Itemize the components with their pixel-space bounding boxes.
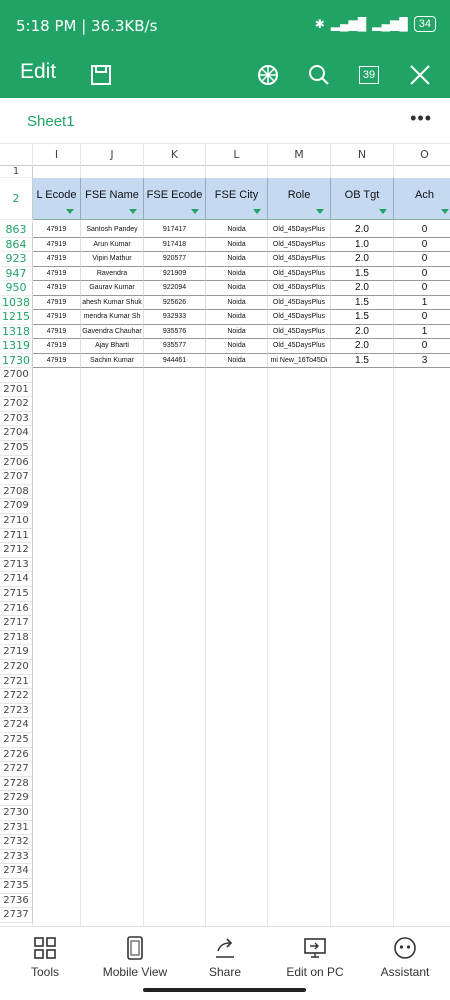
row-header[interactable]: 2725 [0, 733, 33, 748]
wheel-icon[interactable] [251, 58, 285, 92]
row-header[interactable]: 2712 [0, 543, 33, 558]
table-cell[interactable]: 2.0 [331, 281, 394, 296]
table-cell[interactable]: 47919 [33, 267, 81, 282]
column-header-j[interactable]: J [81, 144, 144, 166]
table-cell[interactable]: Ajay Bharti [81, 339, 144, 354]
more-options-icon[interactable]: ••• [410, 108, 432, 128]
table-cell[interactable]: 47919 [33, 281, 81, 296]
table-cell[interactable]: 47919 [33, 252, 81, 267]
signal-icon-2: ▂▄▆█ [372, 17, 408, 31]
row-header[interactable]: 2709 [0, 499, 33, 514]
filter-dropdown-icon[interactable] [66, 209, 74, 214]
table-cell[interactable]: Noida [206, 238, 268, 253]
table-cell[interactable]: 47919 [33, 296, 81, 311]
table-cell[interactable]: Old_45DaysPlus [268, 339, 331, 354]
row-header[interactable]: 2723 [0, 704, 33, 719]
mobile-view-label: Mobile View [102, 965, 168, 979]
save-icon[interactable] [84, 58, 118, 92]
table-cell[interactable]: 925626 [144, 296, 206, 311]
row-header[interactable]: 2718 [0, 631, 33, 646]
row-header[interactable]: 2731 [0, 821, 33, 836]
table-cell[interactable]: Old_45DaysPlus [268, 281, 331, 296]
edit-on-pc-button[interactable] [270, 935, 360, 979]
header-cell[interactable] [331, 178, 394, 220]
close-icon[interactable] [403, 58, 437, 92]
row-header[interactable]: 863 [0, 223, 33, 238]
table-cell[interactable]: Noida [206, 281, 268, 296]
row-header[interactable]: 1318 [0, 325, 33, 340]
header-cell-label: OB Tgt [344, 188, 380, 201]
header-cell-label: FSE Name [85, 188, 139, 201]
row-header[interactable]: 2711 [0, 529, 33, 544]
table-cell[interactable]: 1.5 [331, 354, 394, 369]
row-header[interactable]: 2716 [0, 602, 33, 617]
table-cell[interactable]: Old_45DaysPlus [268, 252, 331, 267]
table-cell[interactable]: 3 [394, 354, 450, 369]
table-cell[interactable]: Noida [206, 296, 268, 311]
mobile-view-icon [90, 935, 180, 961]
table-cell[interactable]: 917418 [144, 238, 206, 253]
filter-dropdown-icon[interactable] [191, 209, 199, 214]
table-cell[interactable]: 0 [394, 267, 450, 282]
table-cell[interactable]: Old_45DaysPlus [268, 267, 331, 282]
row-header[interactable]: 2715 [0, 587, 33, 602]
filter-dropdown-icon[interactable] [253, 209, 261, 214]
tab-sheet1[interactable]: Sheet1 [27, 113, 75, 130]
header-cell[interactable] [33, 178, 81, 220]
table-cell[interactable]: 1.5 [331, 310, 394, 325]
row-header[interactable]: 947 [0, 267, 33, 282]
row-header[interactable]: 2700 [0, 368, 33, 383]
row-header[interactable]: 2710 [0, 514, 33, 529]
table-cell[interactable]: ahesh Kumar Shuk [81, 296, 144, 311]
table-cell[interactable]: 922094 [144, 281, 206, 296]
header-cell-label: L Ecode [36, 188, 77, 201]
table-cell[interactable]: 0 [394, 339, 450, 354]
row-header[interactable]: 2732 [0, 835, 33, 850]
assistant-icon [360, 935, 450, 961]
table-cell[interactable]: Old_45DaysPlus [268, 223, 331, 238]
row-header[interactable]: 2713 [0, 558, 33, 573]
row-header[interactable]: 2706 [0, 456, 33, 471]
table-cell[interactable]: 0 [394, 281, 450, 296]
table-cell[interactable]: 0 [394, 252, 450, 267]
row-header[interactable]: 2717 [0, 616, 33, 631]
table-cell[interactable]: 920577 [144, 252, 206, 267]
table-cell[interactable]: 0 [394, 310, 450, 325]
table-cell[interactable]: 47919 [33, 310, 81, 325]
table-cell[interactable]: 917417 [144, 223, 206, 238]
bluetooth-icon: ✱ [314, 17, 325, 31]
column-header-l[interactable]: L [206, 144, 268, 166]
row-header[interactable]: 2719 [0, 645, 33, 660]
search-icon[interactable] [302, 58, 336, 92]
row-header[interactable]: 1319 [0, 339, 33, 354]
row-header[interactable]: 2737 [0, 908, 33, 923]
table-cell[interactable]: 2.0 [331, 223, 394, 238]
table-cell[interactable]: 935577 [144, 339, 206, 354]
table-cell[interactable]: 47919 [33, 223, 81, 238]
table-cell[interactable]: mi New_16To45Di [268, 354, 331, 369]
sheet-tab-row [0, 98, 450, 144]
header-cell-label: Ach [415, 188, 434, 201]
table-cell[interactable]: 2.0 [331, 252, 394, 267]
column-header-i[interactable]: I [33, 144, 81, 166]
row-header[interactable]: 2703 [0, 412, 33, 427]
table-cell[interactable]: Ravendra [81, 267, 144, 282]
column-header-m[interactable]: M [268, 144, 331, 166]
table-cell[interactable]: Gaurav Kumar [81, 281, 144, 296]
table-cell[interactable]: Gavendra Chauhar [81, 325, 144, 340]
row-header[interactable]: 1215 [0, 310, 33, 325]
table-cell[interactable]: Sachin Kumar [81, 354, 144, 369]
row-header[interactable]: 2722 [0, 689, 33, 704]
table-cell[interactable]: 1.5 [331, 296, 394, 311]
table-cell[interactable]: 0 [394, 223, 450, 238]
filter-dropdown-icon[interactable] [441, 209, 449, 214]
row-header[interactable]: 2707 [0, 470, 33, 485]
row-header[interactable]: 864 [0, 238, 33, 253]
table-cell[interactable]: Noida [206, 223, 268, 238]
table-cell[interactable]: 1.5 [331, 267, 394, 282]
row-header[interactable]: 2726 [0, 748, 33, 763]
header-cell[interactable] [394, 178, 450, 220]
edit-button[interactable]: Edit [20, 60, 57, 83]
table-cell[interactable]: mendra Kumar Sh [81, 310, 144, 325]
share-label: Share [208, 965, 242, 979]
column-header-n[interactable]: N [331, 144, 394, 166]
status-bar [0, 0, 450, 52]
table-cell[interactable]: 47919 [33, 339, 81, 354]
filter-dropdown-icon[interactable] [379, 209, 387, 214]
tabs-count-icon[interactable]: 39 [352, 58, 386, 92]
tools-icon [0, 935, 90, 961]
table-cell[interactable]: Old_45DaysPlus [268, 310, 331, 325]
table-cell[interactable]: 1 [394, 296, 450, 311]
row-header[interactable]: 2 [0, 178, 33, 220]
table-cell[interactable]: 47919 [33, 354, 81, 369]
table-cell[interactable]: 2.0 [331, 325, 394, 340]
column-header-k[interactable]: K [144, 144, 206, 166]
home-indicator [143, 988, 306, 992]
table-cell[interactable]: 935576 [144, 325, 206, 340]
table-cell[interactable]: Noida [206, 325, 268, 340]
edit-on-pc-label: Edit on PC [286, 965, 344, 979]
column-header-o[interactable]: O [394, 144, 450, 166]
header-cell[interactable] [144, 178, 206, 220]
row-header[interactable]: 2734 [0, 864, 33, 879]
tools-button[interactable] [0, 935, 90, 979]
table-cell[interactable]: 2.0 [331, 339, 394, 354]
row-header[interactable]: 950 [0, 281, 33, 296]
spreadsheet-grid[interactable] [0, 144, 450, 926]
row-header[interactable]: 2736 [0, 894, 33, 909]
row-header[interactable]: 2735 [0, 879, 33, 894]
table-cell[interactable]: 932933 [144, 310, 206, 325]
share-button[interactable] [180, 935, 270, 979]
mobile-view-button[interactable] [90, 935, 180, 979]
row-header[interactable]: 2704 [0, 426, 33, 441]
monitor-icon [270, 935, 360, 961]
table-cell[interactable]: 1.0 [331, 238, 394, 253]
row-header[interactable]: 923 [0, 252, 33, 267]
table-cell[interactable]: Santosh Pandey [81, 223, 144, 238]
table-cell[interactable]: 944461 [144, 354, 206, 369]
share-icon [180, 935, 270, 961]
row-header[interactable]: 1038 [0, 296, 33, 311]
row-header[interactable]: 2728 [0, 777, 33, 792]
header-cell[interactable] [206, 178, 268, 220]
table-cell[interactable]: 47919 [33, 238, 81, 253]
table-cell[interactable]: Noida [206, 354, 268, 369]
battery-icon: 34 [414, 16, 436, 32]
top-toolbar [0, 52, 450, 98]
assistant-button[interactable] [360, 935, 450, 979]
row-header[interactable]: 2730 [0, 806, 33, 821]
table-cell[interactable]: 1 [394, 325, 450, 340]
row-header[interactable]: 1730 [0, 354, 33, 369]
header-cell-label: FSE City [214, 188, 259, 201]
row-header[interactable]: 2733 [0, 850, 33, 865]
corner-cell[interactable] [0, 144, 33, 166]
table-cell[interactable]: Noida [206, 267, 268, 282]
row-header[interactable]: 2714 [0, 572, 33, 587]
row-header[interactable]: 2701 [0, 383, 33, 398]
table-cell[interactable]: Old_45DaysPlus [268, 325, 331, 340]
assistant-label: Assistant [380, 965, 430, 979]
header-cell[interactable] [81, 178, 144, 220]
row-header[interactable]: 2729 [0, 791, 33, 806]
signal-icon: ▂▄▆█ [330, 17, 367, 31]
row-header[interactable]: 2705 [0, 441, 33, 456]
status-time: 5:18 PM | 36.3KB/s [16, 17, 158, 35]
row-header[interactable]: 2720 [0, 660, 33, 675]
header-cell-label: Role [287, 188, 311, 201]
table-cell[interactable]: Noida [206, 339, 268, 354]
tools-label: Tools [30, 965, 59, 979]
row-header[interactable]: 2727 [0, 762, 33, 777]
row-header[interactable]: 2708 [0, 485, 33, 500]
table-cell[interactable]: Noida [206, 252, 268, 267]
table-cell[interactable]: Noida [206, 310, 268, 325]
table-cell[interactable]: Arun Kumar [81, 238, 144, 253]
table-cell[interactable]: Old_45DaysPlus [268, 238, 331, 253]
table-cell[interactable]: 0 [394, 238, 450, 253]
table-cell[interactable]: Old_45DaysPlus [268, 296, 331, 311]
row-header[interactable]: 2721 [0, 675, 33, 690]
filter-dropdown-icon[interactable] [129, 209, 137, 214]
table-cell[interactable]: 47919 [33, 325, 81, 340]
table-cell[interactable]: 921909 [144, 267, 206, 282]
row-header[interactable]: 2702 [0, 397, 33, 412]
filter-dropdown-icon[interactable] [316, 209, 324, 214]
row-header[interactable]: 2724 [0, 718, 33, 733]
row-header[interactable]: 1 [0, 166, 33, 178]
header-cell-label: FSE Ecode [146, 188, 203, 201]
table-cell[interactable]: Vipin Mathur [81, 252, 144, 267]
status-icons [315, 16, 436, 32]
header-cell[interactable] [268, 178, 331, 220]
